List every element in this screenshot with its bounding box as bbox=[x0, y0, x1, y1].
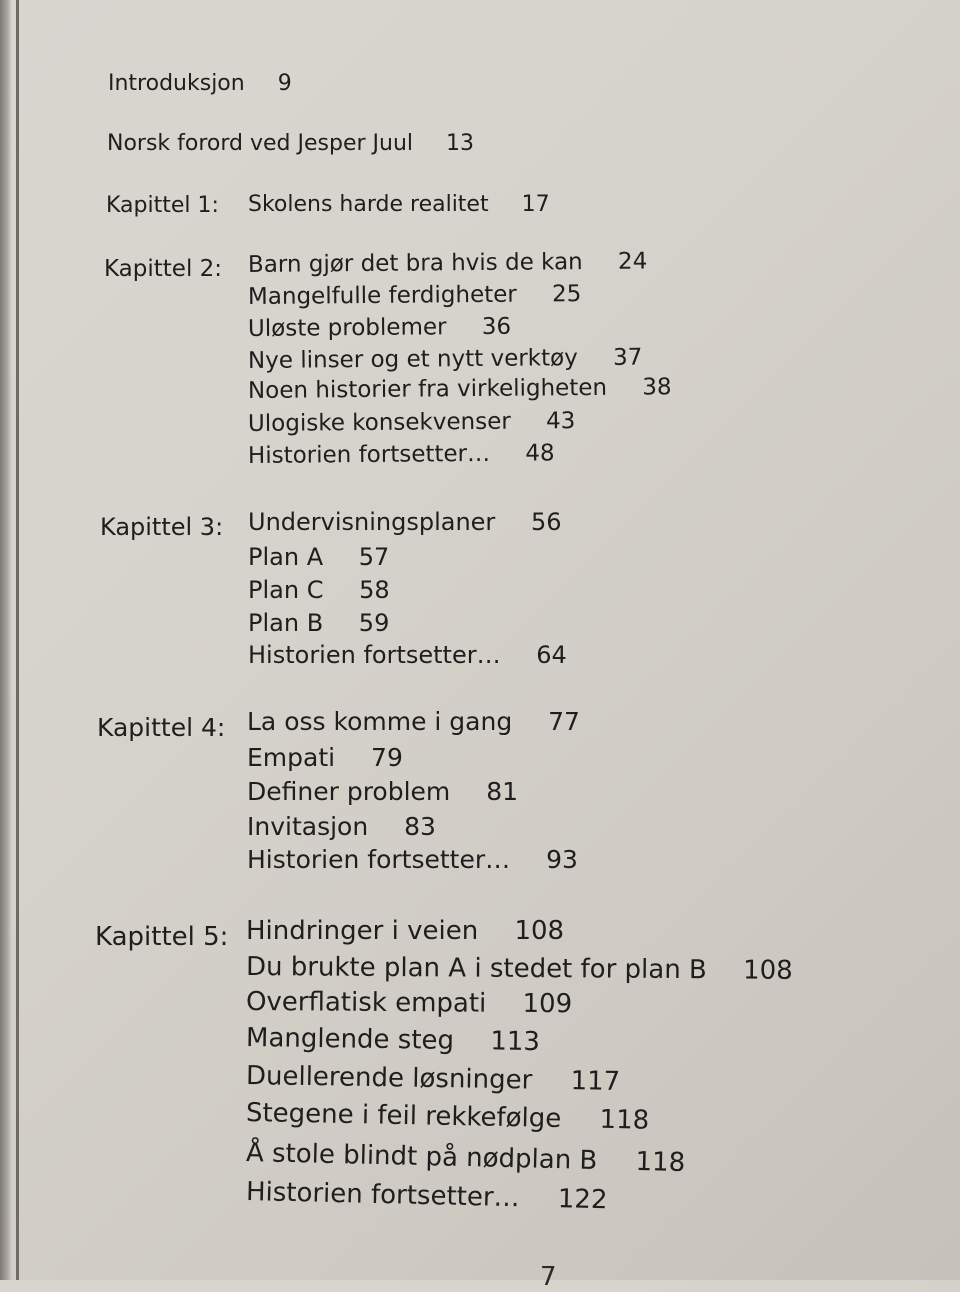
toc-entry-title: Barn gjør det bra hvis de kan bbox=[247, 249, 583, 278]
toc-entry-title: Historien fortsetter… bbox=[247, 845, 511, 874]
toc-entry bbox=[247, 248, 648, 278]
toc-entry-page: 56 bbox=[530, 508, 562, 536]
toc-entry-title: Uløste problemer bbox=[247, 314, 447, 342]
toc-entry bbox=[247, 709, 580, 734]
toc-entry-title: Plan A bbox=[248, 543, 324, 571]
toc-entry-page: 93 bbox=[546, 845, 578, 874]
toc-entry-title: La oss komme i gang bbox=[247, 707, 513, 736]
toc-entry-title: Du brukte plan A i stedet for plan B bbox=[245, 952, 707, 986]
toc-entry bbox=[248, 611, 389, 635]
toc-entry-page: 83 bbox=[404, 812, 436, 841]
toc-entry-page: 24 bbox=[617, 248, 648, 275]
toc-entry-page: 118 bbox=[635, 1146, 686, 1178]
toc-intro-page: 9 bbox=[277, 71, 292, 96]
toc-entry-title: Mangelfulle ferdigheter bbox=[247, 281, 517, 310]
toc-entry bbox=[245, 987, 573, 1020]
toc-entry bbox=[246, 1063, 621, 1095]
toc-entry bbox=[247, 814, 436, 839]
toc-entry-page: 64 bbox=[536, 641, 567, 669]
toc-entry-page: 122 bbox=[557, 1184, 608, 1216]
toc-entry-title: Plan B bbox=[248, 609, 324, 637]
toc-entry-page: 37 bbox=[612, 344, 643, 371]
toc-entry bbox=[246, 1140, 686, 1176]
toc-entry bbox=[248, 643, 567, 667]
toc-entry bbox=[246, 918, 564, 944]
chapter-3-label: Kapittel 3: bbox=[100, 513, 224, 541]
toc-entry-title: Duellerende løsninger bbox=[245, 1061, 533, 1096]
toc-intro-title: Introduksjon bbox=[108, 71, 245, 96]
toc-entry-page: 59 bbox=[358, 609, 390, 637]
toc-entry-title: Noen historier fra virkeligheten bbox=[247, 374, 608, 404]
toc-entry bbox=[247, 745, 403, 770]
chapter-1-label: Kapittel 1: bbox=[106, 193, 219, 218]
toc-entry bbox=[247, 779, 518, 804]
toc-entry-page: 77 bbox=[548, 707, 580, 736]
toc-entry-page: 36 bbox=[481, 313, 512, 340]
toc-entry-page: 109 bbox=[522, 988, 573, 1020]
toc-foreword-page: 13 bbox=[446, 131, 475, 156]
toc-entry-title: Ulogiske konsekvenser bbox=[247, 408, 511, 437]
toc-entry bbox=[245, 1177, 608, 1216]
toc-entry-page: 43 bbox=[545, 408, 576, 435]
toc-entry-page: 48 bbox=[525, 440, 555, 467]
toc-entry-title: Undervisningsplaner bbox=[248, 508, 496, 536]
toc-entry bbox=[245, 1023, 541, 1058]
toc-entry-title: Hindringer i veien bbox=[246, 916, 479, 946]
toc-entry bbox=[247, 847, 578, 872]
chapter-4-label: Kapittel 4: bbox=[97, 713, 226, 742]
toc-entry-title: Stegene i feil rekkefølge bbox=[245, 1098, 562, 1135]
toc-entry-page: 108 bbox=[742, 955, 793, 986]
toc-entry-title: Manglende steg bbox=[245, 1023, 455, 1056]
toc-entry bbox=[246, 954, 793, 984]
toc-entry-page: 81 bbox=[486, 777, 519, 806]
toc-entry bbox=[248, 510, 562, 534]
toc-entry-title: Skolens harde realitet bbox=[248, 192, 489, 217]
toc-entry-title: Å stole blindt på nødplan B bbox=[245, 1138, 598, 1176]
toc-foreword bbox=[107, 133, 474, 155]
chapter-2-label: Kapittel 2: bbox=[104, 256, 223, 282]
toc-entry-title: Historien fortsetter… bbox=[245, 1177, 520, 1214]
toc-entry-page: 118 bbox=[599, 1104, 650, 1136]
toc-entry-page: 108 bbox=[514, 916, 565, 946]
toc-entry bbox=[248, 376, 672, 403]
toc-entry bbox=[247, 344, 643, 374]
toc-entry-page: 38 bbox=[642, 374, 672, 401]
toc-foreword-title: Norsk forord ved Jesper Juul bbox=[107, 131, 414, 156]
toc-entry-title: Plan C bbox=[248, 576, 324, 604]
toc-entry bbox=[248, 545, 389, 569]
toc-entry-page: 57 bbox=[358, 543, 390, 571]
toc-entry-page: 58 bbox=[359, 576, 390, 604]
page-number: 7 bbox=[540, 1262, 557, 1292]
toc-entry-title: Empati bbox=[247, 743, 336, 772]
toc-entry bbox=[248, 194, 550, 216]
toc-entry-title: Historien fortsetter… bbox=[247, 440, 491, 469]
toc-entry-page: 79 bbox=[371, 743, 403, 772]
toc-entry-page: 113 bbox=[490, 1026, 541, 1058]
toc-entry-title: Overflatisk empati bbox=[245, 987, 487, 1019]
toc-entry bbox=[247, 313, 512, 342]
chapter-5-label: Kapittel 5: bbox=[95, 922, 229, 952]
toc-entry bbox=[248, 283, 582, 309]
toc-entry-page: 25 bbox=[551, 281, 582, 308]
toc-entry bbox=[248, 442, 555, 468]
toc-entry-title: Definer problem bbox=[247, 777, 451, 806]
toc-entry bbox=[248, 578, 390, 602]
toc-entry-title: Historien fortsetter… bbox=[248, 641, 501, 669]
toc-entry-page: 117 bbox=[570, 1066, 621, 1097]
toc-entry-title: Invitasjon bbox=[247, 812, 369, 841]
toc-entry bbox=[246, 1100, 650, 1134]
toc-entry-title: Nye linser og et nytt verktøy bbox=[247, 345, 578, 374]
toc-entry bbox=[248, 410, 576, 436]
toc-intro bbox=[108, 73, 292, 95]
toc-entry-page: 17 bbox=[521, 192, 550, 217]
